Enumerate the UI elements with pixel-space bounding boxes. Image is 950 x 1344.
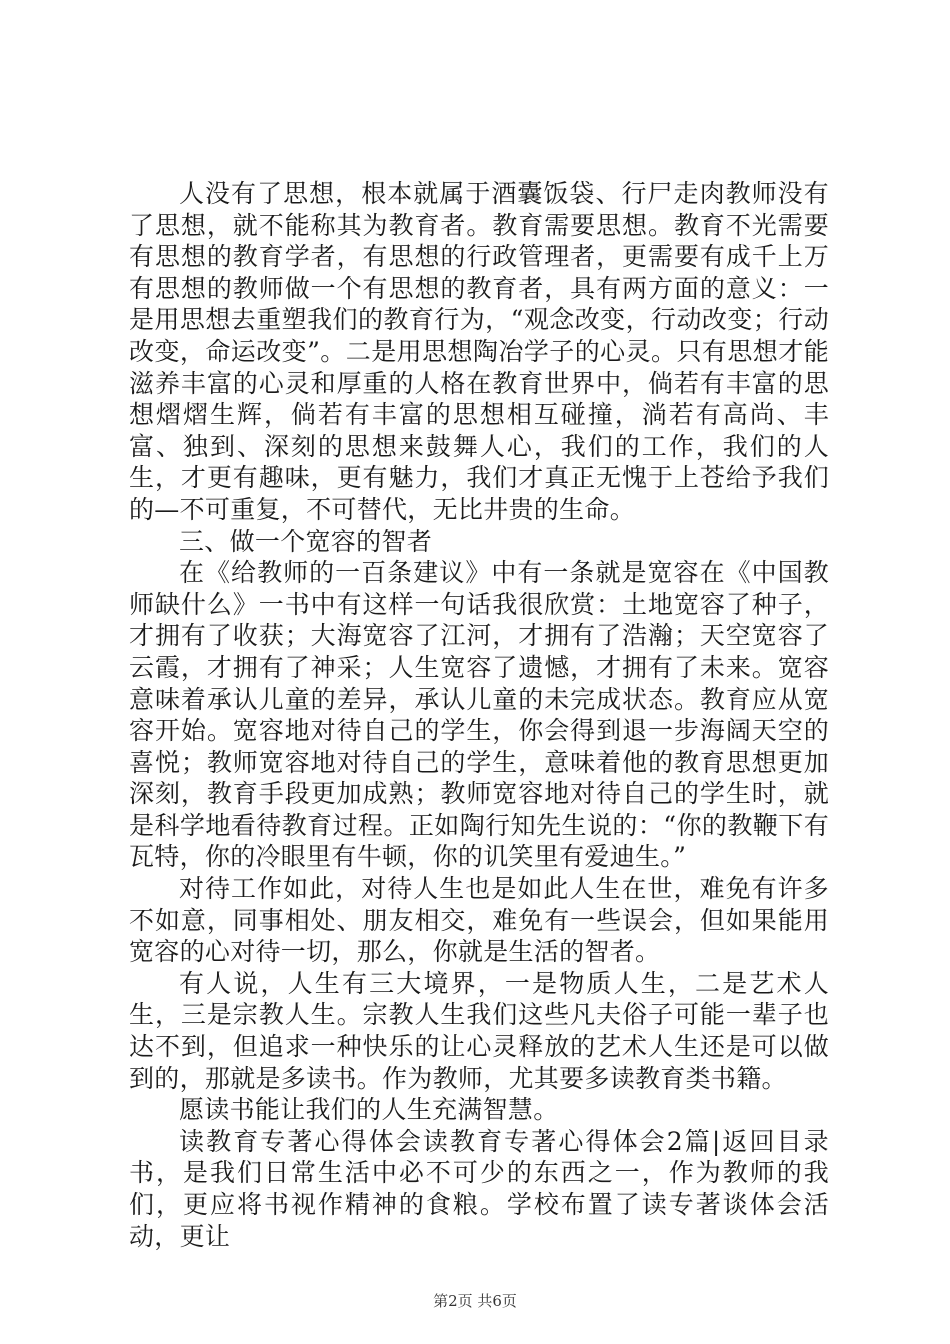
paragraph: 在《给教师的一百条建议》中有一条就是宽容在《中国教师缺什么》一书中有这样一句话我很欣赏：土地宽容了种子，才拥有了收获；大海宽容了江河，才拥有了浩瀚；天空宽容了云霞，才拥有了神采；人生宽容了遗憾，才拥有了未来。宽容意味着承认儿童的差异，承认儿童的未完成状态。教育应从宽容开始。宽容地对待自己的学生，你会得到退一步海阔天空的喜悦；教师宽容地对待自己的学生，意味着他的教育思想更加深刻，教育手段更加成熟；教师宽容地对待自己的学生时，就是科学地看待教育过程。正如陶行知先生说的：“你的教鞭下有瓦特，你的冷眼里有牛顿，你的讥笑里有爱迪生。” (129, 558, 829, 872)
paragraph: 读教育专著心得体会读教育专著心得体会2篇|返回目录书，是我们日常生活中必不可少的东西之一，作为教师的我们，更应将书视作精神的食粮。学校布置了读专著谈体会活动，更让 (129, 1126, 829, 1251)
paragraph: 人没有了思想，根本就属于酒囊饭袋、行尸走肉教师没有了思想，就不能称其为教育者。教育需要思想。教育不光需要有思想的教育学者，有思想的行政管理者，更需要有成千上万有思想的教师做一个有思想的教育者，具有两方面的意义：一是用思想去重塑我们的教育行为，“观念改变，行动改变；行动改变，命运改变”。二是用思想陶冶学子的心灵。只有思想才能滋养丰富的心灵和厚重的人格在教育世界中，倘若有丰富的思想熠熠生辉，倘若有丰富的思想相互碰撞，淌若有高尚、丰富、独到、深刻的思想来鼓舞人心，我们的工作，我们的人生，才更有趣味，更有魅力，我们才真正无愧于上苍给予我们的—不可重复，不可替代，无比井贵的生命。 (129, 179, 829, 524)
document-body (129, 178, 829, 1252)
page-number-footer: 第2页 共6页 (433, 1292, 517, 1310)
paragraph: 有人说，人生有三大境界，一是物质人生，二是艺术人生，三是宗教人生。宗教人生我们这些凡夫俗子可能一辈子也达不到，但追求一种快乐的让心灵释放的艺术人生还是可以做到的，那就是多读书。作为教师，尤其要多读教育类书籍。 (129, 968, 829, 1093)
paragraph: 对待工作如此，对待人生也是如此人生在世，难免有许多不如意，同事相处、朋友相交，难免有一些误会，但如果能用宽容的心对待一切，那么，你就是生活的智者。 (129, 874, 829, 967)
section-heading: 三、做一个宽容的智者 (179, 526, 433, 556)
paragraph: 愿读书能让我们的人生充满智慧。 (179, 1095, 559, 1125)
